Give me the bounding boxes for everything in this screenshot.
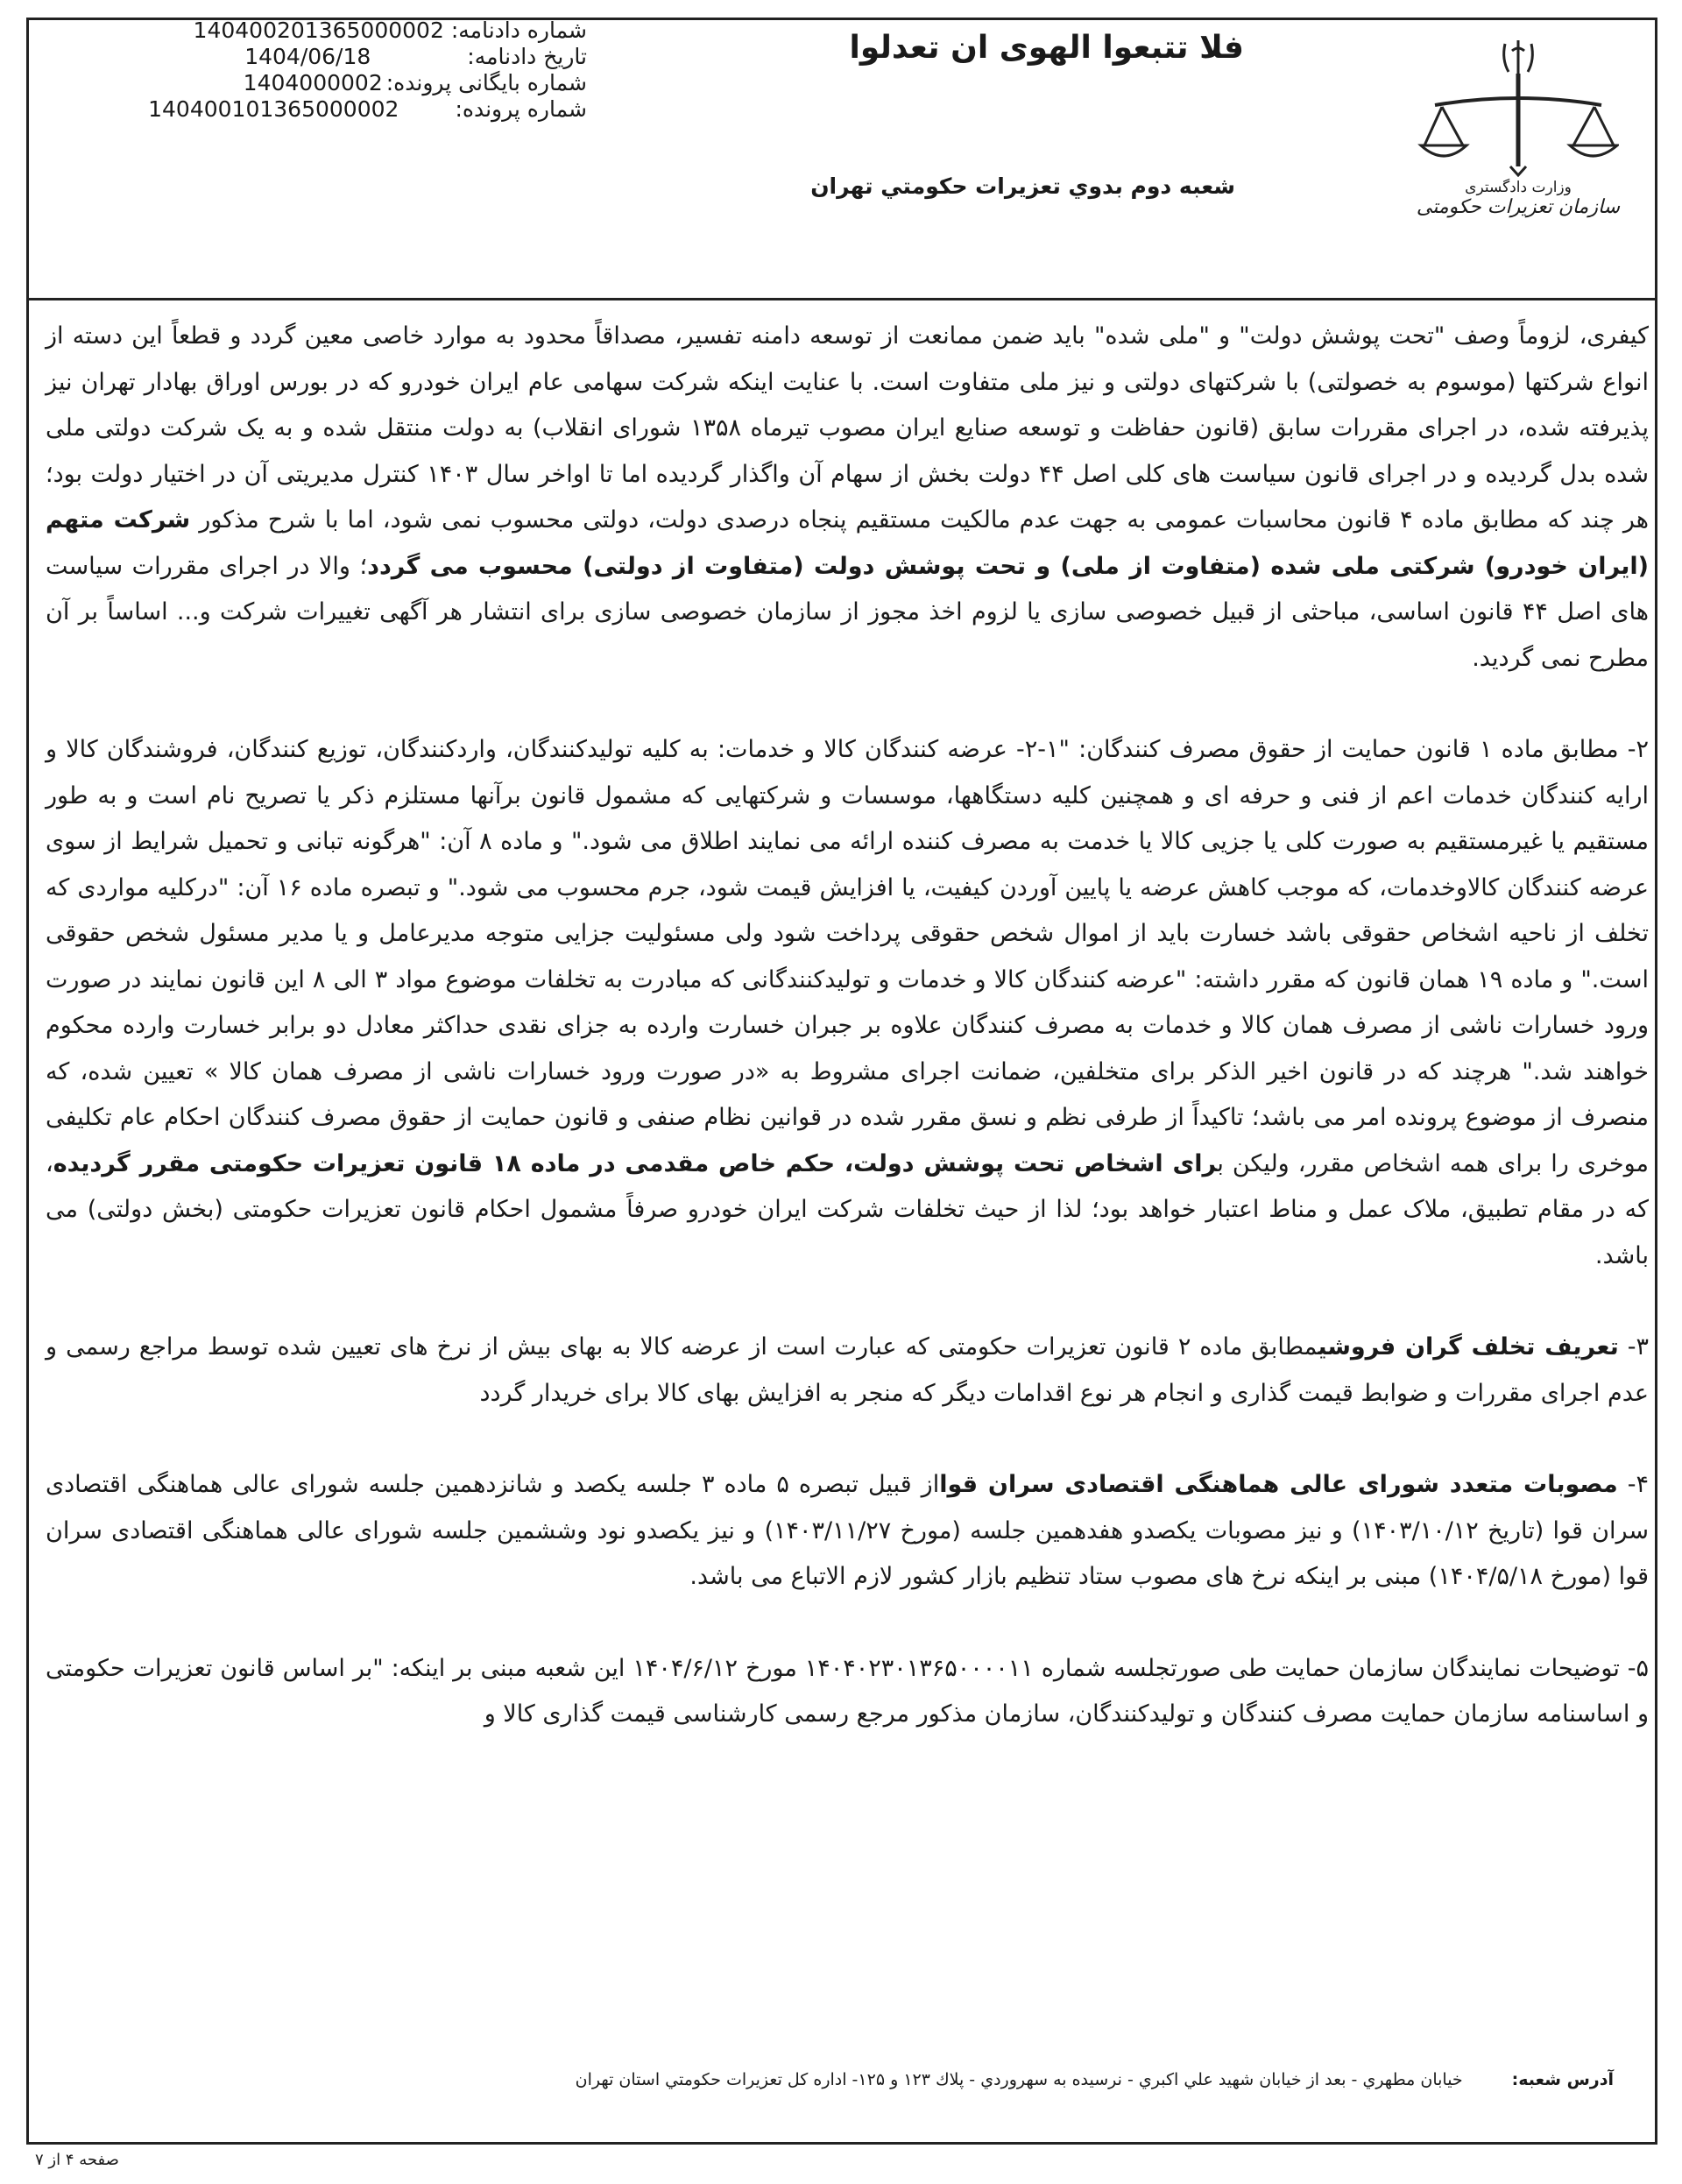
paragraph-number: ۴- bbox=[1617, 1471, 1649, 1498]
address-label: آدرس شعبه: bbox=[1511, 2070, 1614, 2089]
emblem-org-text: سازمان تعزیرات حکومتی bbox=[1416, 196, 1621, 218]
case-metadata bbox=[96, 18, 587, 123]
meta-label: تاریخ دادنامه: bbox=[467, 44, 587, 69]
paragraph-emphasis: مصوبات متعدد شورای عالی هماهنگی اقتصادی سران قوا bbox=[939, 1471, 1618, 1498]
paragraph-1 bbox=[46, 314, 1649, 682]
paragraph-number: ۳- bbox=[1618, 1333, 1650, 1361]
paragraph-5: ۵- توضیحات نمایندگان سازمان حمایت طی صورتجلسه شماره ۱۴۰۴۰۲۳۰۱۳۶۵۰۰۰۰۱۱ مورخ ۱۴۰۴/۶/۱۲ این شعبه مبنی بر اینکه: "بر اساس قانون تعزیرات حکومتی و اساسنامه سازمان حمایت مصرف کنندگان و تولیدکنندگان، سازمان مذکور مرجع رسمی کارشناسی قیمت گذاری کالا و bbox=[46, 1654, 1650, 1728]
paragraph-text: ؛ والا در اجرای مقررات سیاست های اصل ۴۴ قانون اساسی، مباحثی از قبیل خصوصی سازی یا لزوم اخذ مجوز از سازمان خصوصی سازی برای انتشار هر آگهی تغییرات شرکت و... اساساً بر آن مطرح نمی گردید. bbox=[46, 552, 1650, 672]
paragraph-emphasis: تعریف تخلف گران فروشی bbox=[1318, 1333, 1619, 1361]
emblem-ministry-text: وزارت دادگستری bbox=[1465, 179, 1572, 196]
header-divider bbox=[26, 298, 1657, 300]
meta-row-verdict-number bbox=[96, 18, 587, 44]
paragraph-text: ۲- مطابق ماده ۱ قانون حمایت از حقوق مصرف کنندگان: "۱-۲- عرضه کنندگان کالا و خدمات: به کلیه تولیدکنندگان، واردکنندگان، توزیع کنندگان، فروشندگان کالا و ارایه کنندگان خدمات اعم از فنی و حرفه ای و همچنین کلیه دستگاهها، موسسات و شرکتهایی که مشمول قانون برآنها مستلزم ذکر یا تصریح نام است و به طور مستقیم یا غیرمستقیم به صورت کلی یا جزیی کالا یا خدمت به مصرف کننده ارائه می نمایند اطلاق می شود." و ماده ۸ آن: "هرگونه تبانی و تحمیل شرایط از سوی عرضه کنندگان کالاوخدمات، که موجب کاهش عرضه یا پایین آوردن کیفیت، یا افزایش قیمت شود، جرم محسوب می شود." و تبصره ماده ۱۶ آن: "درکلیه مواردی که تخلف از ناحیه اشخاص حقوقی باشد خسارت باید از اموال شخص حقوقی پرداخت شود ولی مسئولیت جزایی متوجه مدیرعامل و یا مدیر مسئول شخص حقوقی است." و ماده ۱۹ همان قانون که مقرر داشته: "عرضه کنندگان کالا و خدمات و تولیدکنندگانی که مبادرت به تخلفات موضوع مواد ۳ الی ۸ این قانون نمایند در صورت ورود خسارات ناشی از مصرف همان کالا و خدمات به مصرف کنندگان علاوه بر جبران خسارت وارده به جزای نقدی حداکثر معادل دو برابر خسارت وارده محکوم خواهند شد." هرچند که در قانون اخیر الذکر برای متخلفین، ضمانت اجرای مشروط به «در صورت ورود خسارات ناشی از مصرف همان کالا » تعیین شده، که منصرف از موضوع پرونده امر می باشد؛ تاکیداً از طرفی نظم و نسق مقرر شده در قوانین نظام صنفی و قانون حمایت از حقوق مصرف کنندگان احکام عام تکلیفی موخری را برای همه اشخاص مقرر، ولیکن ب bbox=[46, 736, 1650, 1177]
header-motto: فلا تتبعوا الهوی ان تعدلوا bbox=[849, 30, 1244, 66]
meta-value: 140400201365000002 bbox=[193, 18, 444, 43]
paragraph-text: مطابق ماده ۲ قانون تعزیرات حکومتی که عبارت است از عرضه کالا به بهای بیش از نرخ های تعیین شده توسط مراجع رسمی و عدم اجرای مقررات و ضوابط قیمت گذاری و انجام هر نوع اقدامات دیگر که منجر به افزایش بهای کالا برای خریدار گردد bbox=[46, 1333, 1649, 1407]
meta-row-case-number bbox=[96, 96, 587, 123]
meta-value: 1404000002 bbox=[243, 70, 383, 95]
meta-row-archive-number bbox=[96, 70, 587, 96]
meta-row-verdict-date bbox=[96, 44, 587, 70]
paragraph-text: از قبیل تبصره ۵ ماده ۳ جلسه یکصد و شانزدهمین جلسه شورای عالی هماهنگی اقتصادی سران قوا (تاریخ ۱۴۰۳/۱۰/۱۲) و نیز مصوبات یکصدو هفدهمین جلسه (مورخ ۱۴۰۳/۱۱/۲۷) و نیز یکصدو نود وششمین جلسه شورای عالی هماهنگی اقتصادی سران قوا (مورخ ۱۴۰۴/۵/۱۸) مبنی بر اینکه نرخ های مصوب ستاد تنظیم بازار کشور لازم الاتباع می باشد. bbox=[46, 1471, 1650, 1590]
meta-label: شماره بایگانی پرونده: bbox=[385, 70, 587, 95]
paragraph-2 bbox=[46, 727, 1649, 1279]
paragraph-emphasis: شرکت متهم (ایران خودرو) شرکتی ملی شده (متفاوت از ملی) و تحت پوشش دولت (متفاوت از دولتی) محسوب می گردد bbox=[46, 506, 1649, 580]
paragraph-3 bbox=[46, 1325, 1649, 1417]
paragraph-emphasis: رای اشخاص تحت پوشش دولت، حکم خاص مقدمی در ماده ۱۸ قانون تعزیرات حکومتی مقرر گردیده bbox=[53, 1149, 1218, 1177]
judiciary-emblem bbox=[1409, 37, 1628, 269]
branch-name: شعبه دوم بدوي تعزيرات حكومتي تهران bbox=[810, 173, 1235, 199]
verdict-body bbox=[46, 314, 1649, 1738]
address-text: خيابان مطهري - بعد از خيابان شهيد علي اكبري - نرسيده به سهروردي - پلاك ۱۲۳ و ۱۲۵- اداره كل تعزيرات حكومتي استان تهران bbox=[575, 2070, 1463, 2089]
scales-of-justice-icon bbox=[1417, 37, 1619, 177]
meta-value: 1404/06/18 bbox=[244, 44, 371, 69]
paragraph-text: کیفری، لزوماً وصف "تحت پوشش دولت" و "ملی شده" باید ضمن ممانعت از توسعه دامنه تفسیر، مصداقاً محدود به موارد خاصی معین گردد و قطعاً این دسته از انواع شرکتها (موسوم به خصولتی) با شرکتهای دولتی و نیز ملی متفاوت است. با عنایت اینکه شرکت سهامی عام ایران خودرو که در بورس اوراق بهادار تهران نیز پذیرفته شده، در اجرای مقررات سابق (قانون حفاظت و توسعه صنایع ایران مصوب تیرماه ۱۳۵۸ شورای انقلاب) به دولت منتقل شده و به یک شرکت دولتی ملی شده بدل گردیده و در اجرای قانون سیاست های کلی اصل ۴۴ دولت بخش از سهام آن واگذار گردیده اما تا اواخر سال ۱۴۰۳ کنترل مدیریتی آن در اختیار دولت بود؛ هر چند که مطابق ماده ۴ قانون محاسبات عمومی به جهت عدم مالکیت مستقیم پنجاه درصدی دولت، دولتی محسوب نمی شود، اما با شرح مذکور bbox=[46, 322, 1650, 534]
paragraph-text: ، که در مقام تطبیق، ملاک عمل و مناط اعتبار خواهد بود؛ لذا از حیث تخلفات شرکت ایران خودرو صرفاً مشمول احکام قانون تعزیرات حکومتی (بخش دولتی) می باشد. bbox=[46, 1149, 1649, 1269]
meta-label: شماره دادنامه: bbox=[450, 18, 587, 43]
meta-label: شماره پرونده: bbox=[455, 96, 587, 122]
page-number: صفحه ۴ از ۷ bbox=[35, 2151, 119, 2169]
branch-address bbox=[576, 2070, 1614, 2089]
meta-value: 140400101365000002 bbox=[148, 96, 399, 122]
paragraph-4 bbox=[46, 1462, 1649, 1601]
